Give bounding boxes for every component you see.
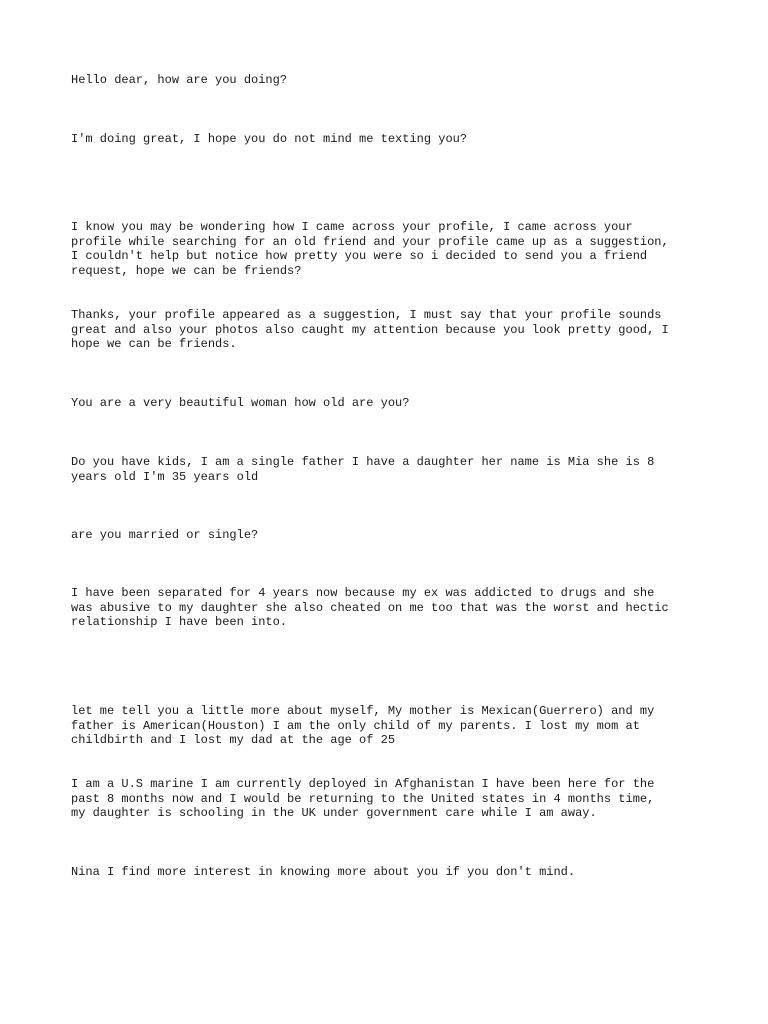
paragraph-marital-question: are you married or single? bbox=[71, 528, 259, 542]
paragraph-age-question: You are a very beautiful woman how old are you? bbox=[71, 396, 410, 410]
paragraph-about-myself: let me tell you a little more about myself, My mother is Mexican(Guerrero) and my father is American(Houston) I am the only child of my parents. I lost my mom at childbirth and I lost my dad at the age of 25 bbox=[71, 704, 655, 748]
paragraph-kids: Do you have kids, I am a single father I have a daughter her name is Mia she is 8 years old I'm 35 years old bbox=[71, 455, 655, 484]
paragraph-reply: I'm doing great, I hope you do not mind me texting you? bbox=[71, 132, 468, 146]
paragraph-closing: Nina I find more interest in knowing more about you if you don't mind. bbox=[71, 865, 576, 879]
paragraph-compliment: Thanks, your profile appeared as a suggestion, I must say that your profile sounds great and also your photos also caught my attention because you look pretty good, I hope we can be friends. bbox=[71, 308, 669, 352]
paragraph-profile-story: I know you may be wondering how I came across your profile, I came across your profile while searching for an old friend and your profile came up as a suggestion, I couldn't help but notice how pretty you were so i decided to send you a friend request, hope we can be friends? bbox=[71, 220, 669, 278]
paragraph-greeting: Hello dear, how are you doing? bbox=[71, 73, 288, 87]
paragraph-marine-deployment: I am a U.S marine I am currently deployed in Afghanistan I have been here for the past 8 months now and I would be returning to the United states in 4 months time, my daughter is schooling in the UK under government care while I am away. bbox=[71, 777, 655, 821]
paragraph-separation: I have been separated for 4 years now because my ex was addicted to drugs and she was abusive to my daughter she also cheated on me too that was the worst and hectic relationship I have been into. bbox=[71, 586, 669, 630]
